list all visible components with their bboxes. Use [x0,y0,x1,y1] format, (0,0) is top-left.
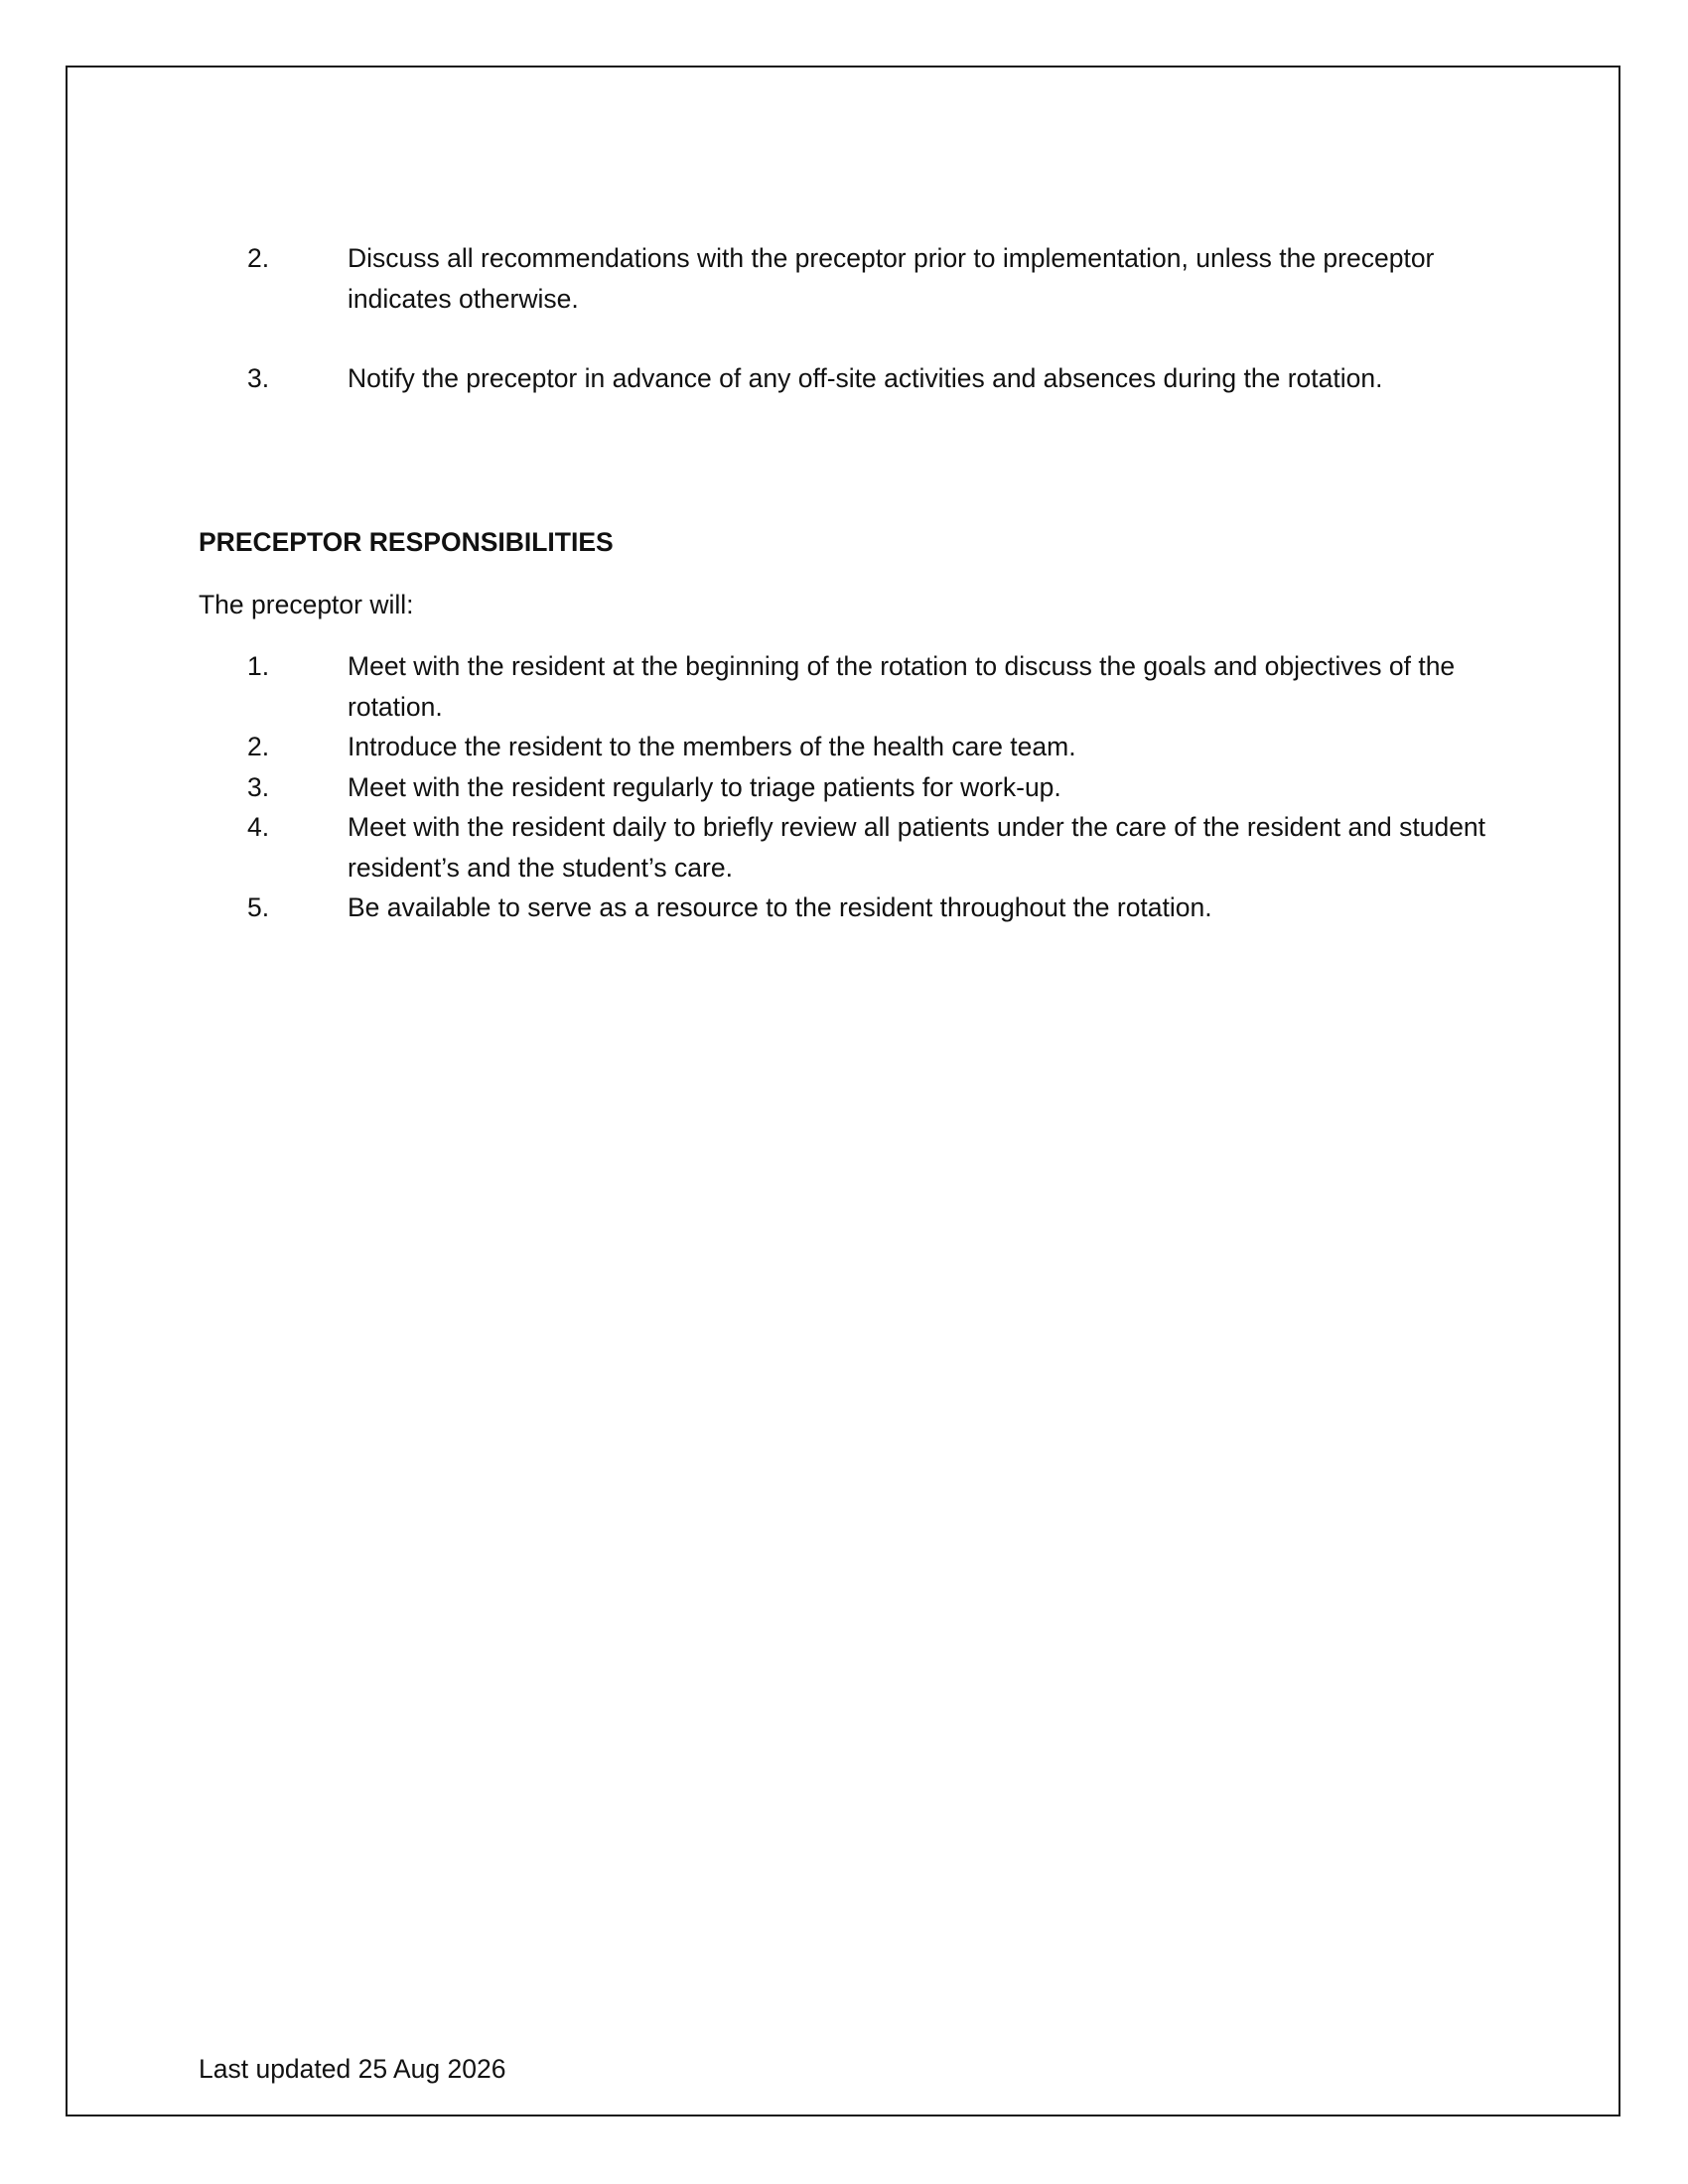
list-item [0,238,1688,319]
list-item-number: 2. [247,732,270,761]
list-item-text: Meet with the resident at the beginning of the rotation to discuss the goals and objectives of the rotation. [348,651,1456,722]
list-item-number: 3. [247,772,270,802]
section-intro: The preceptor will: [199,590,414,619]
list-item-text: Notify the preceptor in advance of any off-site activities and absences during the rotation. [348,363,1383,393]
section-heading: PRECEPTOR RESPONSIBILITIES [199,527,614,557]
list-item-number: 5. [247,892,270,922]
list-item-text: Introduce the resident to the members of the health care team. [348,732,1076,761]
list-item [0,807,1688,887]
list-item [0,646,1688,727]
list-item-number: 4. [247,812,270,842]
list-item-number: 2. [247,243,270,273]
list-item [0,358,1688,399]
list-item [0,767,1688,808]
last-updated-footer: Last updated 25 Aug 2026 [199,2054,506,2084]
list-item-number: 1. [247,651,270,681]
list-item-number: 3. [247,363,270,393]
list-item-text: Be available to serve as a resource to the resident throughout the rotation. [348,892,1212,922]
list-item [0,887,1688,928]
list-item-text: Discuss all recommendations with the preceptor prior to implementation, unless the preceptor indicates otherwise. [348,243,1435,314]
list-item-text: Meet with the resident daily to briefly review all patients under the care of the resident and student resident’s and the student’s care. [348,812,1486,883]
list-item [0,727,1688,767]
list-item-text: Meet with the resident regularly to triage patients for work-up. [348,772,1061,802]
